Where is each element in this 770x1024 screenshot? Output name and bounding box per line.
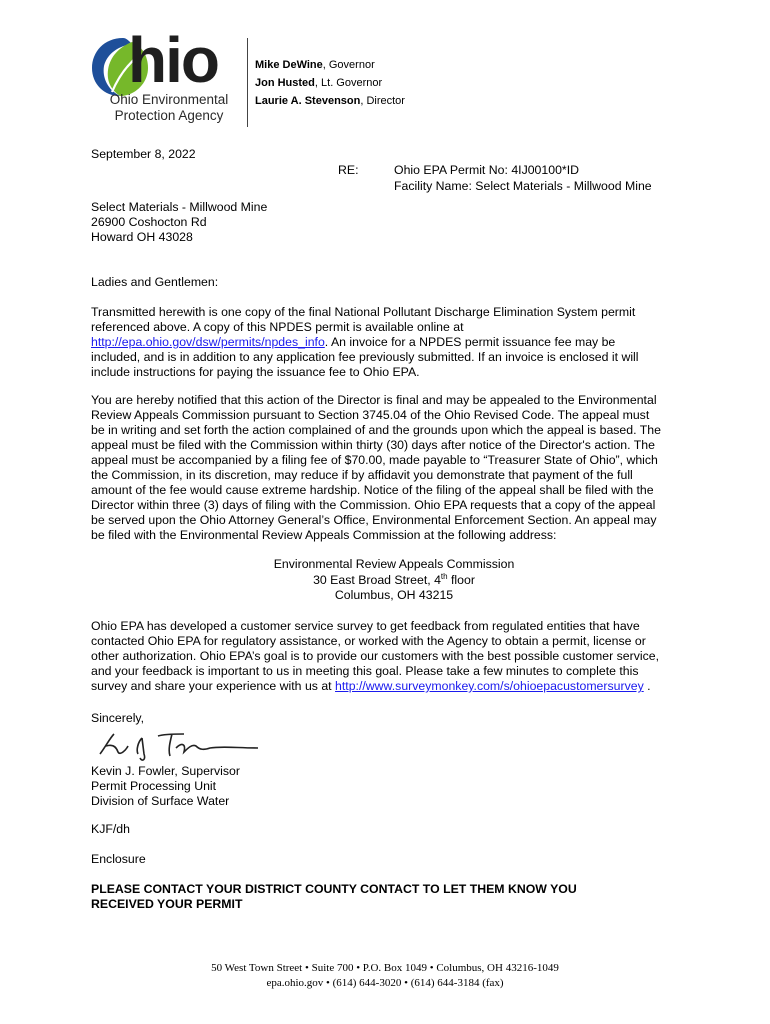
paragraph-transmittal: Transmitted herewith is one copy of the final National Pollutant Discharge Elimination System permit referenced above. A copy of this NPDES permit is available online at http://epa.ohio.gov/dsw/permits/npdes_info. An invoice for a NPDES permit issuance fee may be included, and is in addition to any application fee previously submitted. If an invoice is enclosed it will include instructions for paying the issuance fee to Ohio EPA.	[91, 305, 639, 379]
letter-date: September 8, 2022	[91, 147, 196, 161]
signer-block: Kevin J. Fowler, Supervisor Permit Processing Unit Division of Surface Water	[91, 764, 240, 808]
agency-name: Ohio Environmental Protection Agency	[109, 92, 229, 123]
survey-link[interactable]: http://www.surveymonkey.com/s/ohioepacustomersurvey	[335, 679, 644, 693]
signature	[92, 724, 262, 764]
official-lt-governor: Jon Husted, Lt. Governor	[255, 77, 383, 89]
official-governor: Mike DeWine, Governor	[255, 59, 375, 71]
re-label: RE:	[338, 163, 359, 177]
greeting: Ladies and Gentlemen:	[91, 275, 219, 289]
official-director: Laurie A. Stevenson, Director	[255, 95, 405, 107]
permit-number: Ohio EPA Permit No: 4IJ00100*ID	[394, 163, 579, 177]
facility-name: Facility Name: Select Materials - Millwood Mine	[394, 178, 652, 193]
closing: Sincerely,	[91, 711, 145, 725]
officials-list	[255, 56, 405, 110]
letterhead-divider	[247, 38, 248, 127]
paragraph-survey: Ohio EPA has developed a customer service survey to get feedback from regulated entities that have contacted Ohio EPA for regulatory assistance, or worked with the Agency to obtain a permit, license or other authorization. Ohio EPA’s goal is to provide our customers with the best possible customer service, and your feedback is important to us in meeting this goal. Please take a few minutes to complete this survey and share your experience with us at http://www.surveymonkey.com/s/ohioepacustomersurvey .	[91, 619, 659, 693]
commission-address: Environmental Review Appeals Commission 30 East Broad Street, 4th floor Columbus, OH 43215	[273, 557, 515, 602]
npdes-info-link[interactable]: http://epa.ohio.gov/dsw/permits/npdes_info	[91, 335, 325, 349]
letter-footer: 50 West Town Street • Suite 700 • P.O. Box 1049 • Columbus, OH 43216-1049 epa.ohio.gov • (614) 644-3020 • (614) 644-3184 (fax)	[211, 962, 559, 989]
paragraph-appeal: You are hereby notified that this action of the Director is final and may be appealed to the Environmental Review Appeals Commission pursuant to Section 3745.04 of the Ohio Revised Code. The appeal must be in writing and set forth the action complained of and the grounds upon which the appeal is based. The appeal must be filed with the Commission within thirty (30) days after notice of the Director's action. The appeal must be accompanied by a filing fee of $70.00, made payable to “Treasurer State of Ohio”, which the Commission, in its discretion, may reduce if by affidavit you demonstrate that payment of the full amount of the fee would cause extreme hardship. Notice of the filing of the appeal shall be filed with the Director within three (3) days of filing with the Commission. Ohio EPA requests that a copy of the appeal be served upon the Ohio Attorney General’s Office, Environmental Enforcement Section. An appeal may be filed with the Environmental Review Appeals Commission at the following address:	[91, 393, 661, 542]
logo-wordmark: hio	[128, 24, 218, 96]
contact-notice: PLEASE CONTACT YOUR DISTRICT COUNTY CONTACT TO LET THEM KNOW YOU RECEIVED YOUR PERMIT	[91, 882, 577, 911]
enclosure-note: Enclosure	[91, 852, 146, 866]
typist-initials: KJF/dh	[91, 822, 130, 836]
re-info	[394, 163, 652, 194]
recipient-address: Select Materials - Millwood Mine 26900 Coshocton Rd Howard OH 43028	[91, 200, 268, 244]
ohio-epa-logo	[88, 24, 240, 130]
